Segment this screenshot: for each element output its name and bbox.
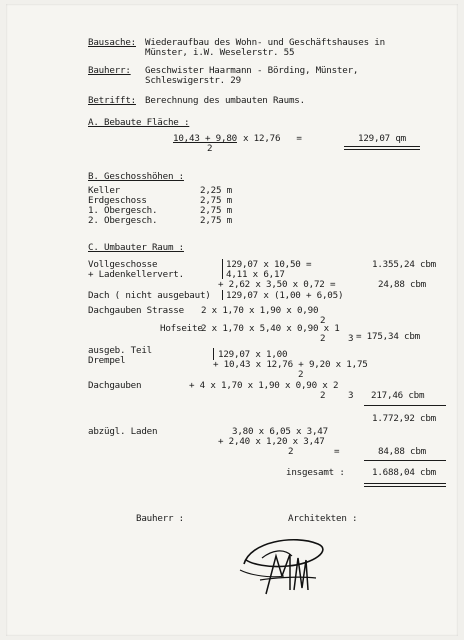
- dach-formula: 129,07 x (1,00 + 6,05): [226, 290, 344, 301]
- dachgauben-formula: + 4 x 1,70 x 1,90 x 0,90 x 2: [189, 380, 339, 391]
- section-a-result: 129,07 qm: [358, 133, 406, 144]
- footer-architekten: Architekten :: [288, 513, 358, 524]
- section-c-title: C. Umbauter Raum :: [88, 242, 184, 253]
- laden-result: 84,88 cbm: [378, 446, 426, 457]
- dachgauben-strasse-label: Dachgauben Strasse: [88, 305, 184, 316]
- ladenkeller-label: + Ladenkellervert.: [88, 269, 184, 280]
- geschoss-label-erdgeschoss: Erdgeschoss: [88, 195, 147, 206]
- geschoss-value-og1: 2,75 m: [200, 205, 232, 216]
- vg-result1: 1.355,24 cbm: [372, 259, 436, 270]
- bauherr-label: Bauherr:: [88, 65, 131, 76]
- ausgeb-label: ausgeb. Teil: [88, 345, 152, 356]
- insgesamt-rule1: [364, 483, 446, 484]
- insgesamt-label: insgesamt :: [286, 467, 345, 478]
- hofseite-formula: 2 x 1,70 x 5,40 x 0,90 x 1: [201, 323, 340, 334]
- dach-label: Dach ( nicht ausgebaut): [88, 290, 211, 301]
- bausache-line1: Wiederaufbau des Wohn- und Geschäftshauses in: [145, 37, 385, 48]
- geschoss-value-erdgeschoss: 2,75 m: [200, 195, 232, 206]
- section-a-result-rule: [344, 146, 420, 147]
- vg-result2: 24,88 cbm: [378, 279, 426, 290]
- betrifft-label: Betrifft:: [88, 95, 136, 106]
- geschoss-label-og1: 1. Obergesch.: [88, 205, 158, 216]
- betrifft-text: Berechnung des umbauten Raums.: [145, 95, 305, 106]
- dachgauben-label: Dachgauben: [88, 380, 142, 391]
- geschoss-label-og2: 2. Obergesch.: [88, 215, 158, 226]
- insgesamt-rule2: [364, 486, 446, 487]
- hofseite-label: Hofseite: [160, 323, 203, 334]
- bausache-line2: Münster, i.W. Weselerstr. 55: [145, 47, 295, 58]
- bauherr-line1: Geschwister Haarmann - Börding, Münster,: [145, 65, 359, 76]
- vollgeschosse-label: Vollgeschosse: [88, 259, 158, 270]
- dach-bracket: [222, 290, 223, 300]
- bausache-label: Bausache:: [88, 37, 136, 48]
- dachgauben-den-b: 3: [348, 390, 354, 401]
- hofseite-result: = 175,34 cbm: [356, 331, 420, 342]
- laden-den: 2: [288, 446, 294, 457]
- hofseite-den-b: 3: [348, 333, 354, 344]
- abzuegl-label: abzügl. Laden: [88, 426, 158, 437]
- dachgauben-result: 217,46 cbm: [371, 390, 425, 401]
- drempel-label: Drempel: [88, 355, 126, 366]
- footer-bauherr: Bauherr :: [136, 513, 184, 524]
- laden-rule: [364, 460, 446, 461]
- laden-line1: 3,80 x 6,05 x 3,47: [232, 426, 328, 437]
- vg-bracket: [222, 259, 223, 279]
- strasse-formula: 2 x 1,70 x 1,90 x 0,90: [201, 305, 319, 316]
- signature-mark: [232, 520, 342, 600]
- section-a-formula-den: 2: [207, 143, 213, 154]
- hofseite-den-a: 2: [320, 333, 326, 344]
- section-a-title: A. Bebaute Fläche :: [88, 117, 190, 128]
- vg-line1: 129,07 x 10,50 =: [226, 259, 312, 270]
- vg-line3: + 2,62 x 3,50 x 0,72 =: [218, 279, 336, 290]
- geschoss-label-keller: Keller: [88, 185, 120, 196]
- dachgauben-den-a: 2: [320, 390, 326, 401]
- section-a-formula-num: 10,43 + 9,80: [173, 133, 237, 144]
- geschoss-value-keller: 2,25 m: [200, 185, 232, 196]
- drempel-bracket: [213, 348, 214, 360]
- laden-eq: =: [334, 446, 340, 457]
- subtotal: 1.772,92 cbm: [372, 413, 436, 424]
- section-a-formula-rest: x 12,76 =: [243, 133, 302, 144]
- subtotal-rule: [364, 405, 446, 406]
- drempel-den: 2: [298, 369, 304, 380]
- insgesamt-result: 1.688,04 cbm: [372, 467, 436, 478]
- section-a-result-rule2: [344, 149, 420, 150]
- drempel-line1: 129,07 x 1,00: [218, 349, 288, 360]
- vg-line2: 4,11 x 6,17: [226, 269, 285, 280]
- section-b-title: B. Geschosshöhen :: [88, 171, 184, 182]
- laden-line2: + 2,40 x 1,20 x 3,47: [218, 436, 325, 447]
- strasse-den: 2: [320, 315, 326, 326]
- bauherr-line2: Schleswigerstr. 29: [145, 75, 241, 86]
- drempel-line2: + 10,43 x 12,76 + 9,20 x 1,75: [213, 359, 368, 370]
- geschoss-value-og2: 2,75 m: [200, 215, 232, 226]
